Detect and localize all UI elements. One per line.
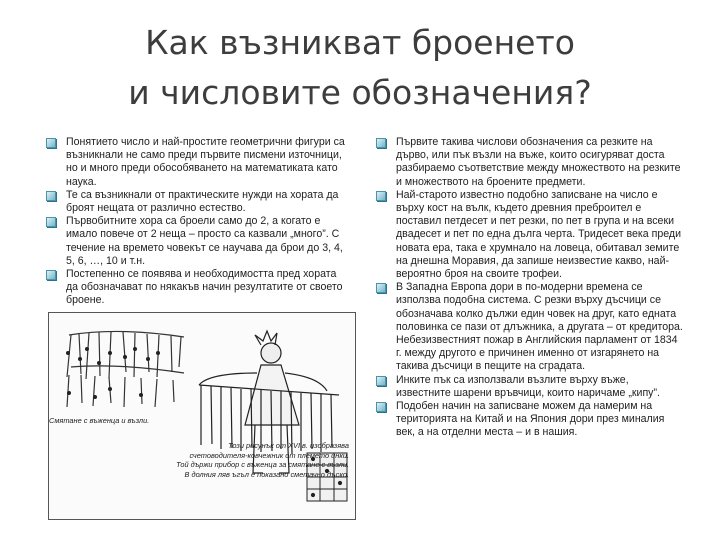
- bullet-text: Постепенно се появява и необходимостта пред хората да обозначават по някакъв начин резултатите от своето броене.: [66, 268, 343, 307]
- bullet-text: Инките пък са използвали възлите върху въже, известните шарени връвчици, които наричаме „кипу”.: [396, 373, 660, 399]
- bullet-text: Понятието число и най-простите геометрични фигури са възникнали не само преди първите писмени източници, но и много преди обособяването на математиката като наука.: [66, 136, 345, 188]
- right-column: [374, 136, 684, 440]
- list-item: [374, 400, 684, 440]
- square-bullet-icon: [376, 283, 386, 293]
- bullet-text: Първите такива числови обозначения са резките на дърво, или пък възли на въже, които осигуряват доста разбираемо съответствие между множеството на резките и множеството на броените предмети.: [396, 136, 681, 188]
- caption-line: В долния ляв ъгъл е показано сметачно дъско.: [184, 469, 349, 479]
- list-item: [374, 189, 684, 281]
- square-bullet-icon: [46, 138, 56, 148]
- bullet-text: Първобитните хора са броели само до 2, а когато е имало повече от 2 неща – просто са казвали „много”. С течение на времето човекът се научава да брои до 3, 4, 5, 6, …, 10 и т.н.: [66, 215, 343, 267]
- square-bullet-icon: [376, 376, 386, 386]
- square-bullet-icon: [376, 138, 386, 148]
- slide-title: [0, 18, 720, 118]
- square-bullet-icon: [46, 217, 56, 227]
- inca-quipu-illustration: [48, 312, 356, 520]
- caption-line: счетоводителя-ковчежник от племето инки.: [189, 450, 349, 460]
- bullet-text: В Западна Европа дори в по-модерни времена се използва подобна система. С резки върху дъсчици се обозначава колко дължи един човек на друг, като едната половинка се пази от длъжника, а другата – от кредитора. Небезизвестният пожар в Английския парламент от 1834 г. между другото е причинен именно от изгарянето на такива дъсчици в пещите на сградата.: [396, 281, 683, 373]
- square-bullet-icon: [376, 191, 386, 201]
- caption-line: Той държи прибор с въженца за смятане с възли.: [176, 460, 349, 470]
- figure-caption-left: Смятане с въженца и възли.: [49, 416, 150, 425]
- square-bullet-icon: [376, 402, 386, 412]
- bullet-text: Най-старото известно подобно записване на число е върху кост на вълк, където древния преброител е поставил петдесет и пет резки, по пет в група и на всеки двадесет и пет по една дълга черта. Тридесет века преди новата ера, така е хрумнало на ловеца, обитавал земите на днешна Моравия, да запише неизвестие какво, най-вероятно броя на своите трофеи.: [396, 188, 681, 281]
- list-item: [44, 215, 350, 268]
- caption-line: Този рисунък от XVI в. изобразява: [228, 441, 349, 450]
- list-item: [44, 136, 350, 189]
- square-bullet-icon: [46, 270, 56, 280]
- bullet-text: Те са възникнали от практическите нужди на хората да броят нещата от различно естество.: [66, 188, 339, 215]
- list-item: [374, 281, 684, 373]
- title-line-1: Как възникват броенето: [145, 23, 575, 62]
- title-line-2: и числовите обозначения?: [128, 73, 592, 112]
- right-bullet-list: [374, 136, 684, 440]
- quipu-cords-drawing: [67, 331, 184, 407]
- left-bullet-list: [44, 136, 350, 308]
- square-bullet-icon: [46, 191, 56, 201]
- list-item: [44, 268, 350, 308]
- list-item: [374, 374, 684, 400]
- left-column: [44, 136, 350, 308]
- bullet-text: Подобен начин на записване можем да намерим на територията на Китай и на Япония дори през миналия век, а на отделни места – и в нашия.: [396, 400, 665, 439]
- list-item: [44, 189, 350, 215]
- list-item: [374, 136, 684, 189]
- figure-caption-right: [137, 441, 349, 479]
